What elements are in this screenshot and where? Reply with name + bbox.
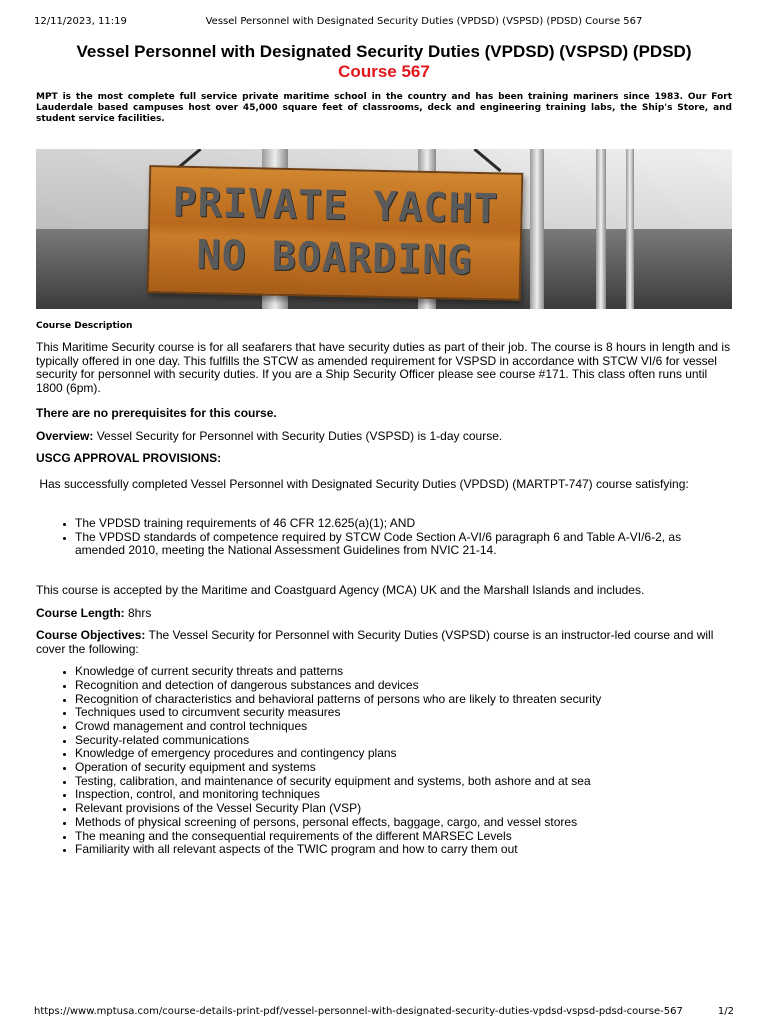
course-objectives-label: Course Objectives: bbox=[36, 628, 146, 643]
list-item: • Security-related communications bbox=[75, 734, 732, 748]
overview-label: Overview: bbox=[36, 428, 94, 443]
private-yacht-sign bbox=[147, 165, 524, 301]
list-item: • The meaning and the consequential requirements of the different MARSEC Levels bbox=[75, 830, 732, 844]
course-objectives bbox=[36, 629, 732, 656]
list-item: • Methods of physical screening of persons, personal effects, baggage, cargo, and vessel stores bbox=[75, 816, 732, 830]
list-item: • Familiarity with all relevant aspects of the TWIC program and how to carry them out bbox=[75, 843, 732, 857]
uscg-heading: USCG APPROVAL PROVISIONS: bbox=[36, 451, 222, 465]
list-item: • Inspection, control, and monitoring techniques bbox=[75, 788, 732, 802]
list-item: • Recognition and detection of dangerous substances and devices bbox=[75, 679, 732, 693]
course-description-label: Course Description bbox=[36, 321, 133, 331]
course-number: Course 567 bbox=[338, 62, 430, 81]
intro-text: MPT is the most complete full service private maritime school in the country and has been training mariners since 1983. Our Fort Lauderdale based campuses host over 45,000 square feet of classrooms, deck and engineering training labs, the Ship's Store, and student service facilities. bbox=[36, 92, 732, 124]
acceptance-text: This course is accepted by the Maritime and Coastguard Agency (MCA) UK and the Marshall Islands and includes. bbox=[36, 583, 645, 598]
document-body bbox=[36, 42, 732, 857]
prerequisites: There are no prerequisites for this course. bbox=[36, 406, 277, 420]
list-item: • Relevant provisions of the Vessel Security Plan (VSP) bbox=[75, 802, 732, 816]
overview-text: Vessel Security for Personnel with Security Duties (VSPSD) is 1-day course. bbox=[93, 428, 503, 443]
uscg-text: Has successfully completed Vessel Personnel with Designated Security Duties (VPDSD) (MARTPT-747) course satisfying: bbox=[36, 476, 689, 491]
page-url: https://www.mptusa.com/course-details-print-pdf/vessel-personnel-with-designated-security-duties-vpdsd-vspsd-pdsd-course-567 bbox=[34, 1006, 683, 1017]
list-item: • Knowledge of current security threats and patterns bbox=[75, 665, 732, 679]
list-item: • Knowledge of emergency procedures and contingency plans bbox=[75, 747, 732, 761]
course-length-value: 8hrs bbox=[124, 605, 152, 620]
course-length bbox=[36, 607, 732, 621]
list-item: • Recognition of characteristics and behavioral patterns of persons who are likely to threaten security bbox=[75, 693, 732, 707]
course-objectives-text: The Vessel Security for Personnel with Security Duties (VSPSD) course is an instructor-led course and will cover the following: bbox=[36, 628, 714, 656]
course-length-label: Course Length: bbox=[36, 605, 125, 620]
sign-line-1: PRIVATE YACHT bbox=[172, 179, 500, 233]
overview bbox=[36, 430, 732, 444]
uscg-list bbox=[36, 517, 732, 558]
objectives-list bbox=[36, 665, 732, 857]
sign-line-2: NO BOARDING bbox=[196, 232, 473, 284]
page-title: Vessel Personnel with Designated Security Duties (VPDSD) (VSPSD) (PDSD) bbox=[76, 42, 692, 61]
hero-image bbox=[36, 149, 732, 309]
list-item: • Testing, calibration, and maintenance of security equipment and systems, both ashore and at sea bbox=[75, 775, 732, 789]
list-item: • Crowd management and control techniques bbox=[75, 720, 732, 734]
list-item: • The VPDSD training requirements of 46 CFR 12.625(a)(1); AND bbox=[75, 517, 732, 531]
course-description: This Maritime Security course is for all seafarers that have security duties as part of their job. The course is 8 hours in length and is typically offered in one day. This fulfills the STCW as amended requirement for VSPSD in accordance with STCW VI/6 for vessel security for personnel with security duties. If you are a Ship Security Officer please see course #171. This class often runs until 1800 (6pm). bbox=[36, 340, 731, 395]
list-item: • Operation of security equipment and systems bbox=[75, 761, 732, 775]
print-datetime: 12/11/2023, 11:19 bbox=[34, 16, 127, 27]
list-item: • The VPDSD standards of competence required by STCW Code Section A-VI/6 paragraph 6 and Table A-VI/6-2, as amended 2010, meeting the National Assessment Guidelines from NVIC 21-14. bbox=[75, 531, 732, 558]
page-number: 1/2 bbox=[717, 1006, 734, 1017]
list-item: • Techniques used to circumvent security measures bbox=[75, 706, 732, 720]
print-page-title: Vessel Personnel with Designated Security Duties (VPDSD) (VSPSD) (PDSD) Course 567 bbox=[205, 16, 643, 27]
